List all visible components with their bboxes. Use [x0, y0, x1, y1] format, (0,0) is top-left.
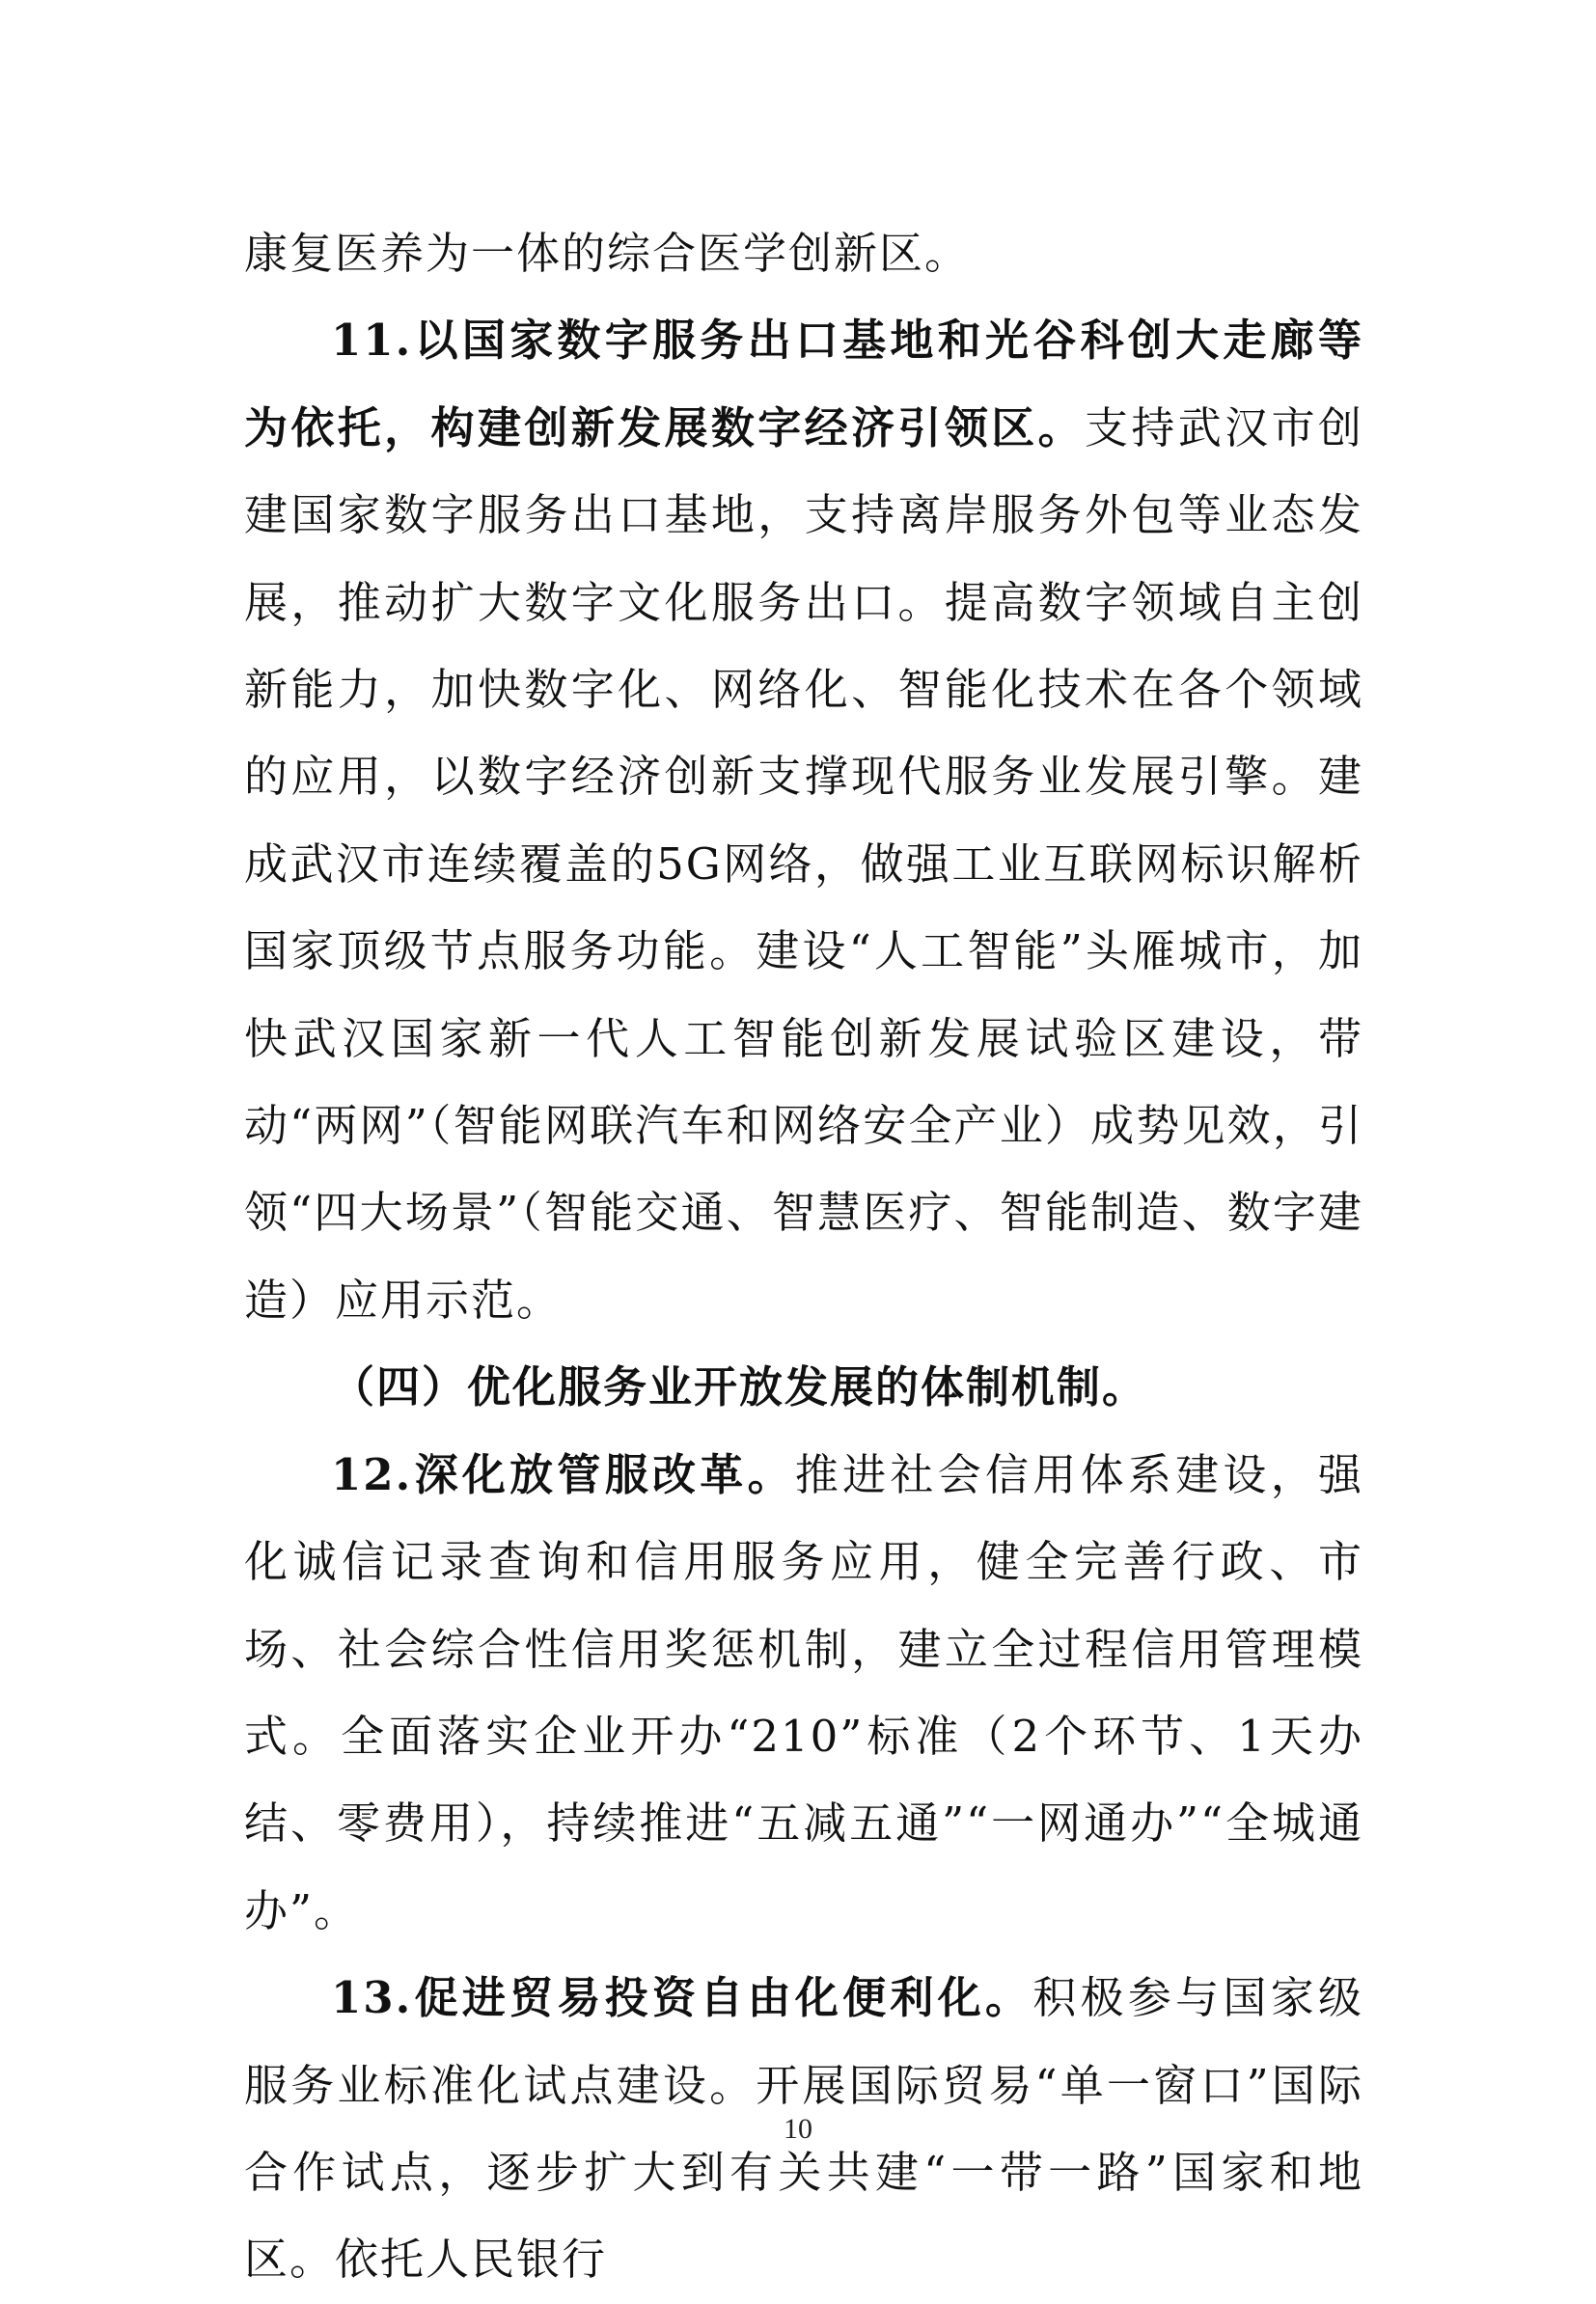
- paragraph-item-11: [244, 297, 1363, 1344]
- document-body: [244, 210, 1363, 2304]
- paragraph-lead: 11.以国家数字服务出口基地和光谷科创大走廊等为依托，构建创新发展数字经济引领区。: [244, 315, 1363, 453]
- paragraph-text: 积极参与国家级服务业标准化试点建设。开展国际贸易“单一窗口”国际合作试点，逐步扩大到有关共建“一带一路”国家和地区。依托人民银行: [244, 1972, 1363, 2286]
- paragraph-item-12: [244, 1432, 1363, 1955]
- page-number: 10: [784, 2113, 812, 2145]
- paragraph-text: 康复医养为一体的综合医学创新区。: [244, 228, 971, 279]
- paragraph-lead: 13.促进贸易投资自由化便利化。: [331, 1972, 1033, 2024]
- paragraph-continuation: [244, 210, 1363, 297]
- section-heading: [244, 1344, 1363, 1431]
- paragraph-text: 推进社会信用体系建设，强化诚信记录查询和信用服务应用，健全完善行政、市场、社会综合性信用奖惩机制，建立全过程信用管理模式。全面落实企业开办“210”标准（2个环节、1天办结、零费用），持续推进“五减五通”“一网通办”“全城通办”。: [244, 1448, 1363, 1936]
- paragraph-lead: 12.深化放管服改革。: [331, 1448, 795, 1500]
- paragraph-text: 支持武汉市创建国家数字服务出口基地，支持离岸服务外包等业态发展，推动扩大数字文化服务出口。提高数字领域自主创新能力，加快数字化、网络化、智能化技术在各个领域的应用，以数字经济创新支撑现代服务业发展引擎。建成武汉市连续覆盖的5G网络，做强工业互联网标识解析国家顶级节点服务功能。建设“人工智能”头雁城市，加快武汉国家新一代人工智能创新发展试验区建设，带动“两网”（智能网联汽车和网络安全产业）成势见效，引领“四大场景”（智能交通、智慧医疗、智能制造、数字建造）应用示范。: [244, 401, 1363, 1326]
- section-heading-text: （四）优化服务业开放发展的体制机制。: [331, 1361, 1148, 1413]
